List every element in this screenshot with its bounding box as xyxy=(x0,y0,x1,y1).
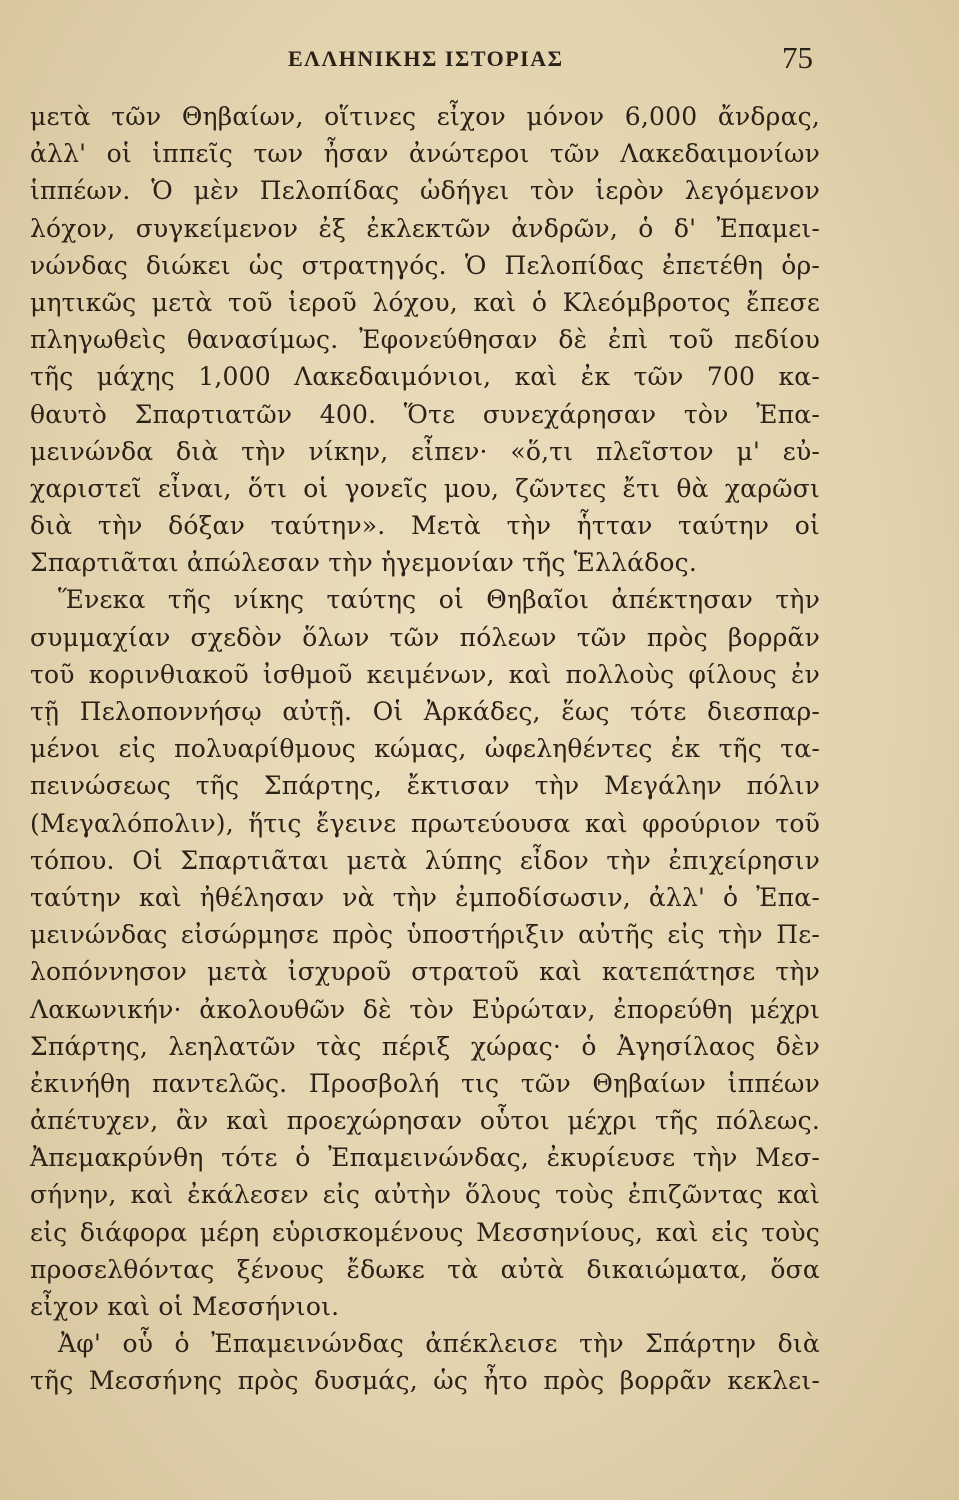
text-line: τῆς μάχης 1,000 Λακεδαιμόνιοι, καὶ ἐκ τῶν 700 κα- xyxy=(30,362,820,392)
page-body xyxy=(30,98,830,1400)
text-line: λοπόννησον μετὰ ἰσχυροῦ στρατοῦ καὶ κατεπάτησε τὴν xyxy=(30,957,820,987)
text-line: Λακωνικήν· ἀκολουθῶν δὲ τὸν Εὐρώταν, ἐπορεύθη μέχρι xyxy=(30,994,820,1024)
text-line: (Μεγαλόπολιν), ἥτις ἔγεινε πρωτεύουσα καὶ φρούριον τοῦ xyxy=(30,808,820,838)
text-line: διὰ τὴν δόξαν ταύτην». Μετὰ τὴν ἧτταν ταύτην οἱ xyxy=(30,511,820,541)
text-line: ταύτην καὶ ἠθέλησαν νὰ τὴν ἐμποδίσωσιν, ἀλλ' ὁ Ἐπα- xyxy=(30,882,820,912)
text-line: εἶχον καὶ οἱ Μεσσήνιοι. xyxy=(30,1292,340,1321)
text-line: προσελθόντας ξένους ἔδωκε τὰ αὐτὰ δικαιώματα, ὅσα xyxy=(30,1254,820,1284)
text-line: εἰς διάφορα μέρη εὑρισκομένους Μεσσηνίους, καὶ εἰς τοὺς xyxy=(30,1217,820,1247)
text-line: Ἀπεμακρύνθη τότε ὁ Ἐπαμεινώνδας, ἐκυρίευσε τὴν Μεσ- xyxy=(30,1143,820,1173)
text-line: τῇ Πελοποννήσῳ αὐτῇ. Οἱ Ἀρκάδες, ἕως τότε διεσπαρ- xyxy=(30,697,820,726)
text-line: Σπαρτιᾶται ἀπώλεσαν τὴν ἡγεμονίαν τῆς Ἑλλάδος. xyxy=(30,548,698,578)
text-line: λόχον, συγκείμενον ἐξ ἐκλεκτῶν ἀνδρῶν, ὁ δ' Ἐπαμει- xyxy=(30,213,820,243)
text-line: χαριστεῖ εἶναι, ὅτι οἱ γονεῖς μου, ζῶντες ἔτι θὰ χαρῶσι xyxy=(30,473,820,503)
text-line: ἀπέτυχεν, ἂν καὶ προεχώρησαν οὗτοι μέχρι τῆς πόλεως. xyxy=(30,1106,820,1136)
running-title: ΕΛΛΗΝΙΚΗΣ ΙΣΤΟΡΙΑΣ xyxy=(288,46,564,71)
page-header xyxy=(30,40,830,94)
text-line: σήνην, καὶ ἐκάλεσεν εἰς αὐτὴν ὅλους τοὺς ἐπιζῶντας καὶ xyxy=(30,1180,820,1210)
text-line: Ἀφ' οὗ ὁ Ἐπαμεινώνδας ἀπέκλεισε τὴν Σπάρτην διὰ xyxy=(58,1329,820,1359)
text-line: μητικῶς μετὰ τοῦ ἱεροῦ λόχου, καὶ ὁ Κλεόμβροτος ἔπεσε xyxy=(30,287,820,317)
text-line: θαυτὸ Σπαρτιατῶν 400. Ὅτε συνεχάρησαν τὸν Ἐπα- xyxy=(30,399,820,429)
text-line: μετὰ τῶν Θηβαίων, οἵτινες εἶχον μόνον 6,000 ἄνδρας, xyxy=(30,102,820,131)
text-line: τόπου. Οἱ Σπαρτιᾶται μετὰ λύπης εἶδον τὴν ἐπιχείρησιν xyxy=(30,845,820,875)
text-line: μεινώνδα διὰ τὴν νίκην, εἶπεν· «ὅ,τι πλεῖστον μ' εὐ- xyxy=(30,436,820,466)
text-line: Σπάρτης, λεηλατῶν τὰς πέριξ χώρας· ὁ Ἀγησίλαος δὲν xyxy=(30,1031,820,1061)
text-line: Ἕνεκα τῆς νίκης ταύτης οἱ Θηβαῖοι ἀπέκτησαν τὴν xyxy=(58,585,820,615)
text-line: πληγωθεὶς θανασίμως. Ἐφονεύθησαν δὲ ἐπὶ τοῦ πεδίου xyxy=(30,325,820,355)
text-line: ἐκινήθη παντελῶς. Προσβολή τις τῶν Θηβαίων ἱππέων xyxy=(30,1068,820,1098)
page-number: 75 xyxy=(782,40,813,75)
text-line: πεινώσεως τῆς Σπάρτης, ἔκτισαν τὴν Μεγάλην πόλιν xyxy=(30,771,820,801)
text-line: τοῦ κορινθιακοῦ ἰσθμοῦ κειμένων, καὶ πολλοὺς φίλους ἐν xyxy=(30,659,820,689)
text-line: μένοι εἰς πολυαρίθμους κώμας, ὠφεληθέντες ἐκ τῆς τα- xyxy=(30,734,820,764)
text-line: μεινώνδας εἰσώρμησε πρὸς ὑποστήριξιν αὐτῆς εἰς τὴν Πε- xyxy=(30,920,820,950)
text-line: ἀλλ' οἱ ἱππεῖς των ἦσαν ἀνώτεροι τῶν Λακεδαιμονίων xyxy=(30,139,820,169)
text-line: συμμαχίαν σχεδὸν ὅλων τῶν πόλεων τῶν πρὸς βορρᾶν xyxy=(30,622,820,652)
text-line: τῆς Μεσσήνης πρὸς δυσμάς, ὡς ἦτο πρὸς βορρᾶν κεκλει- xyxy=(30,1366,820,1396)
text-line: ἱππέων. Ὁ μὲν Πελοπίδας ὡδήγει τὸν ἱερὸν λεγόμενον xyxy=(30,176,820,206)
book-page xyxy=(30,40,830,1400)
text-line: νώνδας διώκει ὡς στρατηγός. Ὁ Πελοπίδας ἐπετέθη ὁρ- xyxy=(30,250,820,280)
